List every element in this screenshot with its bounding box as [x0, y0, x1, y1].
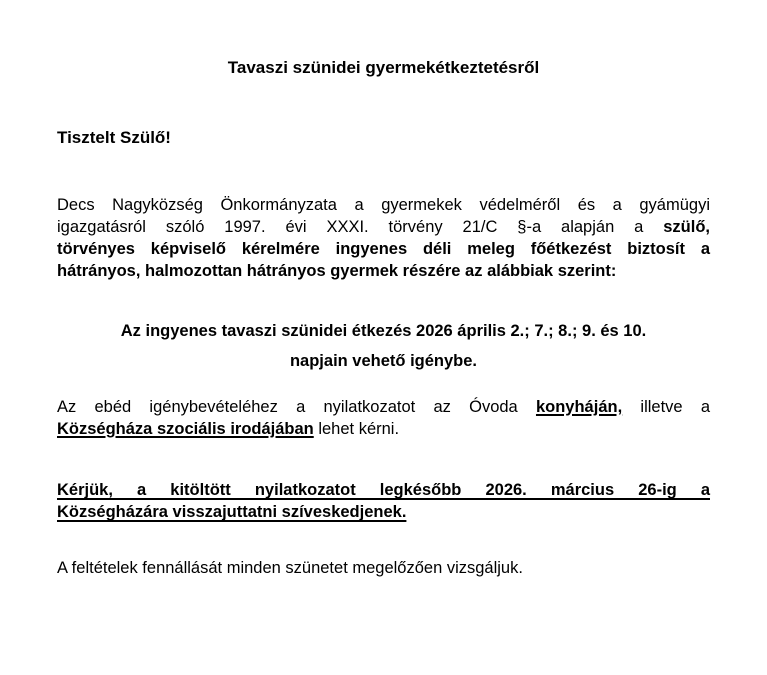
page-title: Tavaszi szünidei gyermekétkeztetésről	[227, 58, 540, 78]
request-line-1-pre: Az ebéd igénybevételéhez a nyilatkozatot az Óvoda	[57, 398, 536, 416]
submission-deadline-paragraph	[57, 479, 710, 523]
request-location-kitchen: konyháján,	[535, 398, 623, 416]
declaration-request-paragraph	[57, 396, 710, 440]
legal-line-1: Decs Nagyközség Önkormányzata a gyermekek védelméről és a gyámügyi	[57, 196, 710, 214]
request-location-social-office: Községháza szociális irodájában	[57, 420, 314, 438]
eligibility-dates-block	[57, 316, 710, 376]
request-line-1	[57, 396, 710, 418]
request-line-1-post: illetve a	[622, 398, 711, 416]
deadline-line-1: Kérjük, a kitöltött nyilatkozatot legkésőbb 2026. március 26-ig a	[57, 481, 710, 499]
legal-line-2-regular: igazgatásról szóló 1997. évi XXXI. törvény 21/C §-a alapján a	[57, 218, 664, 236]
closing-paragraph: A feltételek fennállását minden szünetet megelőzően vizsgáljuk.	[57, 559, 523, 577]
legal-line-4: hátrányos, halmozottan hátrányos gyermek részére az alábbiak szerint:	[57, 262, 617, 280]
eligibility-dates-line-1: Az ingyenes tavaszi szünidei étkezés 2026 április 2.; 7.; 8.; 9. és 10.	[120, 322, 647, 340]
deadline-line-2: Községházára visszajuttatni szíveskedjenek.	[57, 503, 407, 521]
legal-line-2	[57, 216, 710, 238]
legal-basis-paragraph	[57, 194, 710, 282]
legal-line-2-bold: szülő,	[663, 218, 710, 236]
request-line-2	[57, 418, 710, 440]
eligibility-dates-line-2: napjain vehető igénybe.	[289, 352, 478, 370]
request-line-2-post: lehet kérni.	[313, 420, 400, 438]
legal-line-3: törvényes képviselő kérelmére ingyenes déli meleg főétkezést biztosít a	[57, 240, 710, 258]
salutation-text: Tisztelt Szülő!	[57, 128, 171, 147]
